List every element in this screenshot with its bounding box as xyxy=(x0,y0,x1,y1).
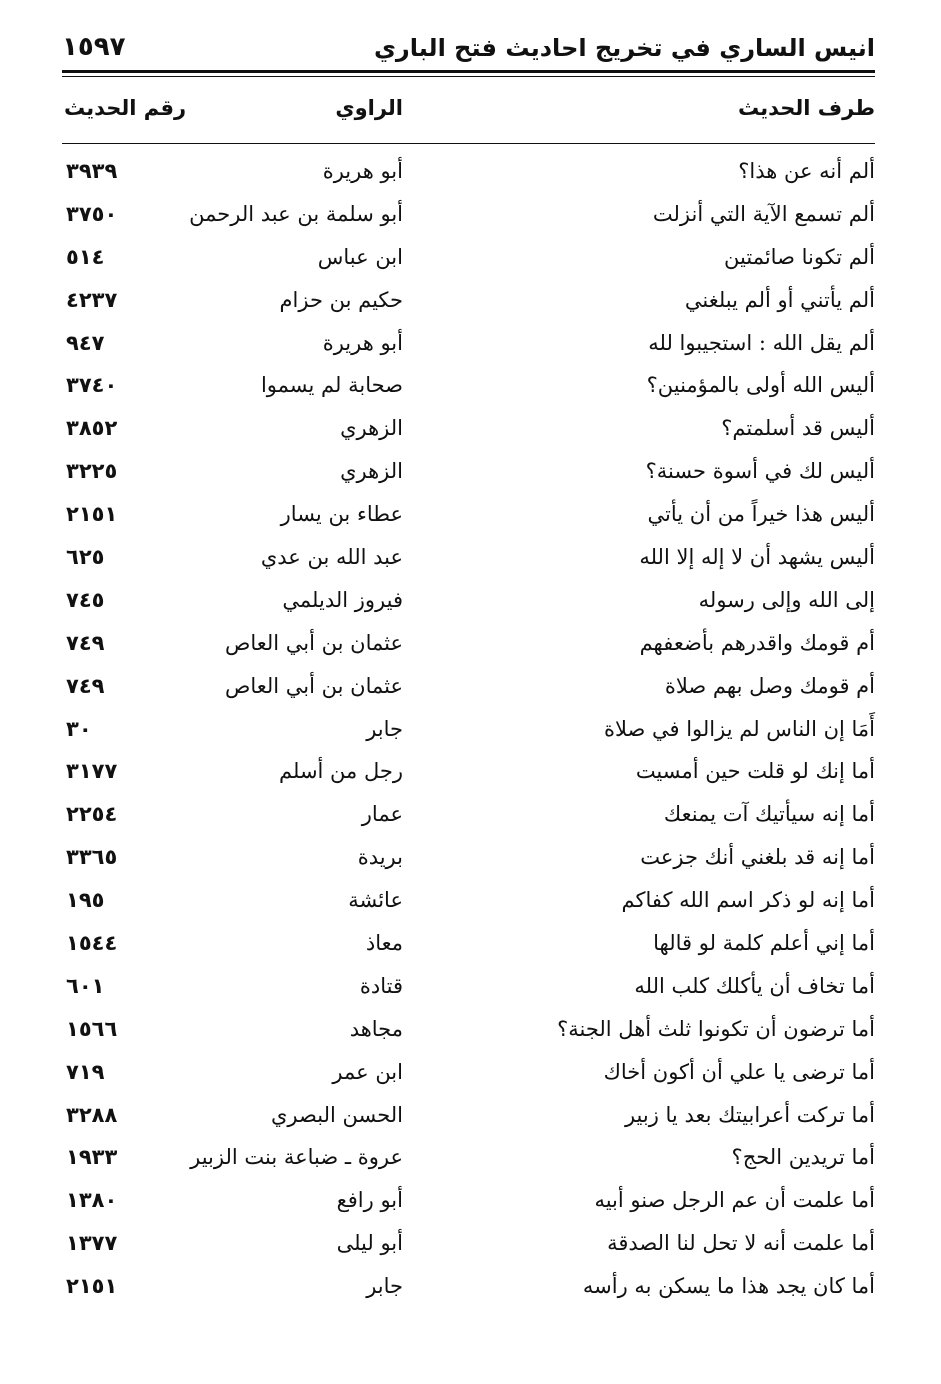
table-row xyxy=(62,1094,875,1137)
table-row xyxy=(62,150,875,193)
hadith-opening: أما تريدين الحج؟ xyxy=(731,1145,875,1170)
narrator-name: أبو هريرة xyxy=(322,330,403,355)
narrator-name: مجاهد xyxy=(349,1016,403,1041)
narrator-name: فيروز الديلمي xyxy=(282,587,403,612)
column-headers xyxy=(62,96,875,136)
table-row xyxy=(62,1179,875,1222)
hadith-number: ٢١٥١ xyxy=(66,1274,118,1299)
narrator-name: عبد الله بن عدي xyxy=(260,545,403,570)
hadith-number: ١٩٥ xyxy=(66,888,105,913)
hadith-opening: أليس يشهد أن لا إله إلا الله xyxy=(639,545,875,570)
hadith-opening: أما علمت أن عم الرجل صنو أبيه xyxy=(594,1188,875,1213)
hadith-opening: ألم يأتني أو ألم يبلغني xyxy=(684,287,875,312)
narrator-name: الزهري xyxy=(340,416,403,441)
column-header-number: رقم الحديث xyxy=(64,96,187,120)
hadith-number: ٣١٧٧ xyxy=(66,759,118,784)
hadith-opening: أم قومك واقدرهم بأضعفهم xyxy=(639,630,875,655)
table-row xyxy=(62,1222,875,1265)
hadith-opening: أما تخاف أن يأكلك كلب الله xyxy=(634,973,875,998)
table-row xyxy=(62,836,875,879)
table-row xyxy=(62,236,875,279)
hadith-number: ٧٤٩ xyxy=(66,630,105,655)
book-title: انيس الساري في تخريج احاديث فتح الباري xyxy=(373,34,875,62)
narrator-name: عمار xyxy=(361,802,403,827)
hadith-opening: أما إنه لو ذكر اسم الله كفاكم xyxy=(621,888,875,913)
narrator-name: أبو ليلى xyxy=(336,1231,403,1256)
hadith-number: ٣٠ xyxy=(66,716,92,741)
hadith-number: ٣٢٢٥ xyxy=(66,459,118,484)
index-table xyxy=(62,150,875,1308)
table-row xyxy=(62,708,875,751)
table-row xyxy=(62,793,875,836)
hadith-number: ٣٨٥٢ xyxy=(66,416,118,441)
hadith-opening: ألم أنه عن هذا؟ xyxy=(738,159,875,183)
hadith-number: ٦٠١ xyxy=(66,973,105,998)
table-row xyxy=(62,364,875,407)
narrator-name: ابن عباس xyxy=(317,244,403,269)
narrator-name: جابر xyxy=(366,716,403,741)
hadith-number: ٣٣٦٥ xyxy=(66,845,118,870)
table-row xyxy=(62,279,875,322)
hadith-number: ٩٤٧ xyxy=(66,330,105,355)
table-row xyxy=(62,1008,875,1051)
hadith-number: ١٩٣٣ xyxy=(66,1145,118,1170)
hadith-opening: أم قومك وصل بهم صلاة xyxy=(664,673,875,698)
hadith-opening: أما إنه سيأتيك آت يمنعك xyxy=(663,802,875,827)
hadith-number: ١٣٨٠ xyxy=(66,1188,118,1213)
hadith-opening: أما ترضون أن تكونوا ثلث أهل الجنة؟ xyxy=(557,1016,875,1041)
column-header-rule xyxy=(62,143,875,144)
table-row xyxy=(62,322,875,365)
table-row xyxy=(62,750,875,793)
table-row xyxy=(62,407,875,450)
hadith-opening: أليس هذا خيراً من أن يأتي xyxy=(647,502,875,527)
table-row xyxy=(62,1136,875,1179)
header-rule-thick xyxy=(62,70,875,73)
hadith-opening: أليس الله أولى بالمؤمنين؟ xyxy=(646,373,875,398)
page-number: ١٥٩٧ xyxy=(62,32,126,62)
column-header-hadith: طرف الحديث xyxy=(737,96,875,120)
table-row xyxy=(62,493,875,536)
narrator-name: عائشة xyxy=(348,888,403,913)
narrator-name: قتادة xyxy=(359,973,403,998)
hadith-number: ٧٤٥ xyxy=(66,587,105,612)
table-row xyxy=(62,665,875,708)
hadith-number: ٥١٤ xyxy=(66,244,105,269)
narrator-name: أبو رافع xyxy=(336,1188,403,1213)
hadith-number: ٧١٩ xyxy=(66,1059,105,1084)
hadith-opening: ألم تسمع الآية التي أنزلت xyxy=(652,201,875,226)
narrator-name: معاذ xyxy=(365,931,403,956)
table-row xyxy=(62,1051,875,1094)
narrator-name: الزهري xyxy=(340,459,403,484)
hadith-number: ٣٢٨٨ xyxy=(66,1102,118,1127)
table-row xyxy=(62,622,875,665)
table-row xyxy=(62,450,875,493)
hadith-number: ٣٩٣٩ xyxy=(66,159,118,183)
hadith-number: ٢٢٥٤ xyxy=(66,802,118,827)
narrator-name: بريدة xyxy=(357,845,403,870)
hadith-opening: أما ترضى يا علي أن أكون أخاك xyxy=(603,1059,875,1084)
hadith-opening: ألم تكونا صائمتين xyxy=(724,244,875,269)
hadith-number: ٣٧٥٠ xyxy=(66,201,118,226)
hadith-number: ٧٤٩ xyxy=(66,673,105,698)
narrator-name: عطاء بن يسار xyxy=(280,502,403,527)
hadith-opening: أما تركت أعرابيتك بعد يا زبير xyxy=(624,1102,875,1127)
hadith-number: ١٣٧٧ xyxy=(66,1231,118,1256)
header-rule-thin xyxy=(62,76,875,77)
narrator-name: أبو سلمة بن عبد الرحمن xyxy=(189,201,403,226)
narrator-name: ابن عمر xyxy=(332,1059,403,1084)
hadith-opening: أَمَا إن الناس لم يزالوا في صلاة xyxy=(603,716,875,741)
narrator-name: صحابة لم يسموا xyxy=(260,373,403,398)
hadith-opening: أليس لك في أسوة حسنة؟ xyxy=(645,459,875,484)
running-header xyxy=(62,30,875,70)
table-row xyxy=(62,193,875,236)
hadith-number: ٤٢٣٧ xyxy=(66,287,118,312)
hadith-opening: ألم يقل الله : استجيبوا لله xyxy=(648,330,875,355)
hadith-opening: إلى الله وإلى رسوله xyxy=(698,587,875,612)
table-row xyxy=(62,1265,875,1308)
table-row xyxy=(62,579,875,622)
hadith-number: ١٥٦٦ xyxy=(66,1016,118,1041)
narrator-name: عثمان بن أبي العاص xyxy=(224,673,403,698)
hadith-opening: أليس قد أسلمتم؟ xyxy=(721,416,875,441)
column-header-narrator: الراوي xyxy=(335,96,403,120)
hadith-opening: أما إنه قد بلغني أنك جزعت xyxy=(640,845,875,870)
narrator-name: جابر xyxy=(366,1274,403,1299)
table-row xyxy=(62,879,875,922)
hadith-opening: أما علمت أنه لا تحل لنا الصدقة xyxy=(607,1231,875,1256)
hadith-opening: أما إنك لو قلت حين أمسيت xyxy=(635,759,875,784)
hadith-number: ٣٧٤٠ xyxy=(66,373,118,398)
narrator-name: أبو هريرة xyxy=(322,159,403,183)
hadith-opening: أما إني أعلم كلمة لو قالها xyxy=(653,931,875,956)
table-row xyxy=(62,965,875,1008)
hadith-number: ٦٢٥ xyxy=(66,545,105,570)
narrator-name: عثمان بن أبي العاص xyxy=(224,630,403,655)
hadith-number: ٢١٥١ xyxy=(66,502,118,527)
table-row xyxy=(62,536,875,579)
narrator-name: الحسن البصري xyxy=(271,1102,403,1127)
narrator-name: حكيم بن حزام xyxy=(279,287,403,312)
hadith-number: ١٥٤٤ xyxy=(66,931,118,956)
table-row xyxy=(62,922,875,965)
narrator-name: رجل من أسلم xyxy=(279,759,403,784)
hadith-opening: أما كان يجد هذا ما يسكن به رأسه xyxy=(582,1274,875,1299)
narrator-name: عروة ـ ضباعة بنت الزبير xyxy=(190,1145,403,1170)
